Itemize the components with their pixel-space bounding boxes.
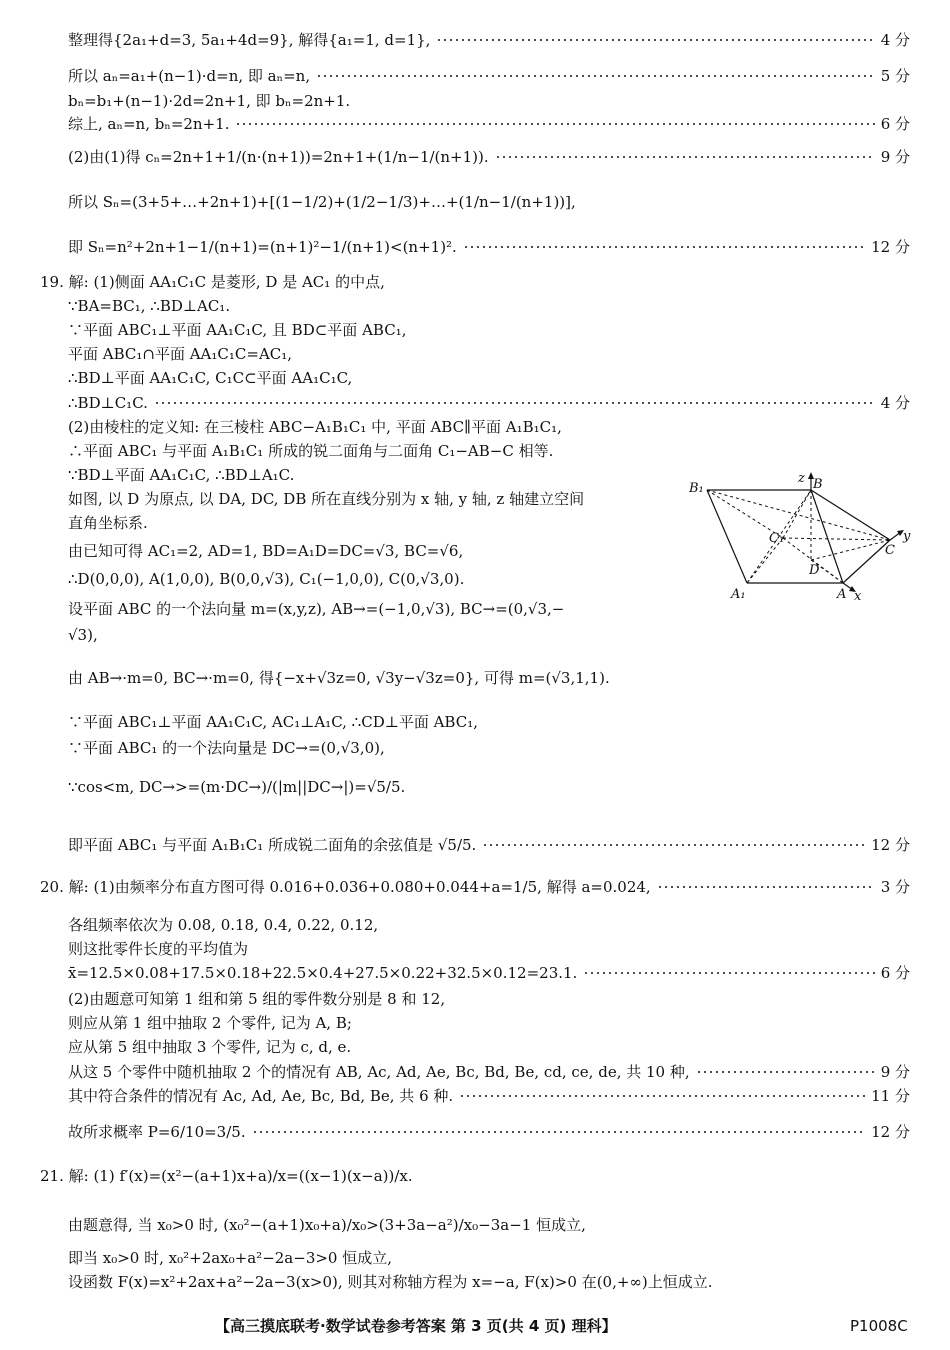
prism-figure xyxy=(685,470,915,605)
line-text: ∵BD⊥平面 AA₁C₁C, ∴BD⊥A₁C. xyxy=(68,466,295,484)
line-text: √3), xyxy=(68,626,98,644)
line-text: 由题意得, 当 x₀>0 时, (x₀²−(a+1)x₀+a)/x₀>(3+3a−a²)/x₀−3a−1 恒成立, xyxy=(68,1216,586,1234)
solution-line xyxy=(68,541,695,561)
line-text: (2)由(1)得 cₙ=2n+1+1/(n·(n+1))=2n+1+(1/n−1/(n+1)). xyxy=(68,148,489,166)
solution-line xyxy=(68,712,478,732)
label-C1: C₁ xyxy=(769,531,785,546)
line-text: ∵BA=BC₁, ∴BD⊥AC₁. xyxy=(68,297,231,315)
dot-leader xyxy=(235,123,874,125)
line-text: 如图, 以 D 为原点, 以 DA, DC, DB 所在直线分别为 x 轴, y 轴, z 轴建立空间 xyxy=(68,490,585,508)
line-text: 20. 解: (1)由频率分布直方图可得 0.016+0.036+0.080+0.044+a=1/5, 解得 a=0.024, xyxy=(40,878,651,896)
line-text: 所以 aₙ=a₁+(n−1)·d=n, 即 aₙ=n, xyxy=(68,67,311,85)
solution-line xyxy=(68,963,910,983)
line-text: 各组频率依次为 0.08, 0.18, 0.4, 0.22, 0.12, xyxy=(68,916,379,934)
line-text: 21. 解: (1) f′(x)=(x²−(a+1)x+a)/x=((x−1)(x−a))/x. xyxy=(40,1167,413,1185)
solution-line xyxy=(68,237,910,257)
label-A1: A₁ xyxy=(731,587,746,602)
solution-line xyxy=(68,835,910,855)
score-mark: 9 分 xyxy=(880,1063,910,1081)
dot-leader xyxy=(583,972,874,974)
label-x: x xyxy=(854,589,862,604)
solution-line xyxy=(68,1086,910,1106)
score-mark: 12 分 xyxy=(871,238,910,256)
solution-line xyxy=(40,877,910,897)
solution-line xyxy=(68,91,350,111)
line-text: 则应从第 1 组中抽取 2 个零件, 记为 A, B; xyxy=(68,1014,352,1032)
solution-line xyxy=(68,569,695,589)
line-text: 平面 ABC₁∩平面 AA₁C₁C=AC₁, xyxy=(68,345,293,363)
label-y: y xyxy=(903,529,911,544)
line-text: 则这批零件长度的平均值为 xyxy=(68,940,249,958)
solution-line xyxy=(68,989,445,1009)
solution-line xyxy=(68,1272,713,1292)
line-text: ∴D(0,0,0), A(1,0,0), B(0,0,√3), C₁(−1,0,0), C(0,√3,0). xyxy=(68,570,465,588)
line-text: 19. 解: (1)侧面 AA₁C₁C 是菱形, D 是 AC₁ 的中点, xyxy=(40,273,385,291)
line-text: 整理得{2a₁+d=3, 5a₁+4d=9}, 解得{a₁=1, d=1}, xyxy=(68,31,431,49)
dot-leader xyxy=(459,1095,865,1097)
label-D: D xyxy=(809,563,820,578)
footer-code: P1008C xyxy=(850,1317,908,1335)
solution-line xyxy=(68,192,576,212)
solution-line xyxy=(68,66,910,86)
solution-line xyxy=(68,1037,351,1057)
line-text: (2)由棱柱的定义知: 在三棱柱 ABC−A₁B₁C₁ 中, 平面 ABC∥平面 A₁B₁C₁, xyxy=(68,418,562,436)
solution-line xyxy=(68,599,695,619)
solution-line xyxy=(68,489,695,509)
label-B1: B₁ xyxy=(689,481,704,496)
solution-line xyxy=(68,368,352,388)
line-text: x̄=12.5×0.08+17.5×0.18+22.5×0.4+27.5×0.22+32.5×0.12=23.1. xyxy=(68,964,578,982)
score-mark: 5 分 xyxy=(880,67,910,85)
solution-line xyxy=(68,393,910,413)
solution-line xyxy=(68,1122,910,1142)
solution-line xyxy=(68,296,230,316)
line-text: 应从第 5 组中抽取 3 个零件, 记为 c, d, e. xyxy=(68,1038,352,1056)
solution-line xyxy=(68,1215,586,1235)
solution-line xyxy=(68,1062,910,1082)
label-z: z xyxy=(798,471,805,486)
line-text: 设函数 F(x)=x²+2ax+a²−2a−3(x>0), 则其对称轴方程为 x=−a, F(x)>0 在(0,+∞)上恒成立. xyxy=(68,1273,713,1291)
solution-line xyxy=(68,344,292,364)
line-text: 由 AB→·m=0, BC→·m=0, 得{−x+√3z=0, √3y−√3z=0}, 可得 m=(√3,1,1). xyxy=(68,669,610,687)
footer-title: 【高三摸底联考·数学试卷参考答案 第 3 页(共 4 页) 理科】 xyxy=(215,1317,617,1335)
solution-line xyxy=(68,147,910,167)
line-text: ∴平面 ABC₁ 与平面 A₁B₁C₁ 所成的锐二面角与二面角 C₁−AB−C 相等. xyxy=(68,442,554,460)
score-mark: 4 分 xyxy=(880,394,910,412)
solution-line xyxy=(68,625,695,645)
score-mark: 6 分 xyxy=(880,115,910,133)
score-mark: 12 分 xyxy=(871,836,910,854)
line-text: bₙ=b₁+(n−1)·2d=2n+1, 即 bₙ=2n+1. xyxy=(68,92,351,110)
solution-line xyxy=(68,738,385,758)
solution-line xyxy=(68,513,695,533)
line-text: ∵平面 ABC₁⊥平面 AA₁C₁C, 且 BD⊂平面 ABC₁, xyxy=(68,321,407,339)
solution-line xyxy=(68,1248,392,1268)
score-mark: 11 分 xyxy=(871,1087,910,1105)
dot-leader xyxy=(657,886,875,888)
line-text: 即平面 ABC₁ 与平面 A₁B₁C₁ 所成锐二面角的余弦值是 √5/5. xyxy=(68,836,477,854)
line-text: (2)由题意可知第 1 组和第 5 组的零件数分别是 8 和 12, xyxy=(68,990,446,1008)
dot-leader xyxy=(316,75,875,77)
solution-line xyxy=(68,30,910,50)
solution-line xyxy=(68,114,910,134)
dot-leader xyxy=(463,246,865,248)
solution-line xyxy=(40,272,385,292)
line-text: ∴BD⊥平面 AA₁C₁C, C₁C⊂平面 AA₁C₁C, xyxy=(68,369,353,387)
solution-line xyxy=(68,939,248,959)
solution-line xyxy=(68,777,405,797)
score-mark: 12 分 xyxy=(871,1123,910,1141)
line-text: 即当 x₀>0 时, x₀²+2ax₀+a²−2a−3>0 恒成立, xyxy=(68,1249,393,1267)
solution-line xyxy=(40,1166,413,1186)
solution-line xyxy=(68,417,562,437)
line-text: 所以 Sₙ=(3+5+…+2n+1)+[(1−1/2)+(1/2−1/3)+…+(1/n−1/(n+1))], xyxy=(68,193,576,211)
solution-line xyxy=(68,441,553,461)
label-C: C xyxy=(885,543,895,558)
solution-line xyxy=(68,668,610,688)
solution-line xyxy=(68,915,378,935)
score-mark: 3 分 xyxy=(880,878,910,896)
dot-leader xyxy=(482,844,865,846)
score-mark: 4 分 xyxy=(880,31,910,49)
score-mark: 9 分 xyxy=(880,148,910,166)
line-text: ∵平面 ABC₁ 的一个法向量是 DC→=(0,√3,0), xyxy=(68,739,385,757)
label-B: B xyxy=(813,477,823,492)
dot-leader xyxy=(252,1131,866,1133)
solution-line xyxy=(68,465,294,485)
solution-line xyxy=(68,320,406,340)
line-text: 综上, aₙ=n, bₙ=2n+1. xyxy=(68,115,230,133)
dot-leader xyxy=(154,402,875,404)
label-A: A xyxy=(837,587,847,602)
line-text: 故所求概率 P=6/10=3/5. xyxy=(68,1123,246,1141)
score-mark: 6 分 xyxy=(880,964,910,982)
line-text: ∴BD⊥C₁C. xyxy=(68,394,148,412)
line-text: ∵平面 ABC₁⊥平面 AA₁C₁C, AC₁⊥A₁C, ∴CD⊥平面 ABC₁, xyxy=(68,713,478,731)
dot-leader xyxy=(696,1071,875,1073)
line-text: ∵cos<m, DC→>=(m·DC→)/(|m||DC→|)=√5/5. xyxy=(68,778,406,796)
line-text: 由已知可得 AC₁=2, AD=1, BD=A₁D=DC=√3, BC=√6, xyxy=(68,542,464,560)
dot-leader xyxy=(436,39,874,41)
line-text: 即 Sₙ=n²+2n+1−1/(n+1)=(n+1)²−1/(n+1)<(n+1)². xyxy=(68,238,457,256)
line-text: 其中符合条件的情况有 Ac, Ad, Ae, Bc, Bd, Be, 共 6 种. xyxy=(68,1087,454,1105)
line-text: 直角坐标系. xyxy=(68,514,148,532)
solution-line xyxy=(68,1013,352,1033)
line-text: 设平面 ABC 的一个法向量 m=(x,y,z), AB→=(−1,0,√3), BC→=(0,√3,− xyxy=(68,600,565,618)
dot-leader xyxy=(495,156,875,158)
line-text: 从这 5 个零件中随机抽取 2 个的情况有 AB, Ac, Ad, Ae, Bc, Bd, Be, cd, ce, de, 共 10 种, xyxy=(68,1063,690,1081)
